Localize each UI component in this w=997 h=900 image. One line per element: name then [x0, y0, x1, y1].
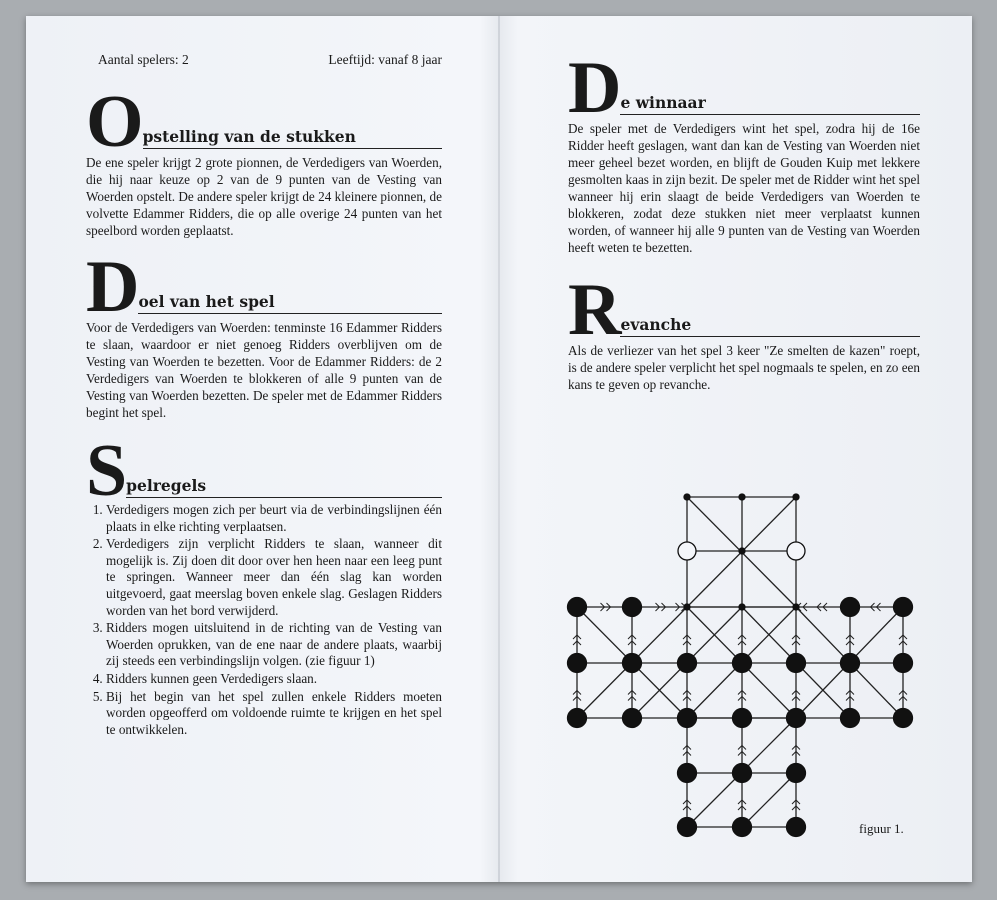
section-doel — [86, 246, 442, 421]
meta-line — [98, 52, 442, 68]
board-point — [623, 598, 642, 617]
rule-item: 2. Verdedigers zijn verplicht Ridders te slaan, wanneer dit mogelijk is. Zij doen dit door over hen heen naar een leeg punt te springen. Wanneer meer dan één slag kan worden uitgevoerd, gaat meerslag boven enkele slag. Geslagen Ridders worden van het bord verwijderd. — [106, 536, 442, 619]
board-point — [684, 604, 690, 610]
board-point — [678, 654, 697, 673]
board-point — [841, 654, 860, 673]
board-point — [787, 818, 806, 837]
board-point — [793, 494, 799, 500]
rule-item: 3. Ridders mogen uitsluitend in de richting van de Vesting van Woerden oprukken, van de ene naar de andere plaats, waarbij zij steeds een verbindingslijn volgen. (zie figuur 1) — [106, 620, 442, 670]
rule-item: 1. Verdedigers mogen zich per beurt via de verbindingslijnen één plaats in elke richting verplaatsen. — [106, 502, 442, 535]
drop-initial: S — [86, 430, 126, 512]
rules-list — [86, 502, 442, 738]
board-point — [739, 548, 745, 554]
board-point — [678, 542, 696, 560]
board-line — [742, 773, 796, 827]
board-point — [568, 654, 587, 673]
section-text: De ene speler krijgt 2 grote pionnen, de Verdedigers van Woerden, die hij naar keuze op 2 van de 9 punten van de Vesting van Woerden opstelt. De andere speler krijgt de 24 kleinere pionnen, de volvette Edammer Ridders, die op alle overige 24 punten van het speelbord worden geplaatst. — [86, 155, 442, 238]
rule-item: 5. Bij het begin van het spel zullen enkele Ridders moeten worden opgeofferd om voldoende ruimte te krijgen en het spel te ontwikkelen. — [106, 689, 442, 739]
figure-caption: figuur 1. — [859, 821, 904, 836]
game-board-figure — [560, 488, 920, 843]
right-page — [568, 47, 920, 393]
age-range: Leeftijd: vanaf 8 jaar — [328, 52, 442, 67]
board-point — [678, 764, 697, 783]
board-point — [739, 494, 745, 500]
section-revanche — [568, 269, 920, 393]
board-point — [623, 709, 642, 728]
section-opstelling — [86, 81, 442, 239]
board-point — [684, 494, 690, 500]
board-point — [568, 709, 587, 728]
board-point — [733, 818, 752, 837]
board-point — [787, 764, 806, 783]
section-title: evanche — [620, 315, 920, 337]
section-text: Als de verliezer van het spel 3 keer "Ze smelten de kazen" roept, is de andere speler verplicht het spel nogmaals te spelen, en zo een kans te geven op revanche. — [568, 343, 920, 392]
left-page — [86, 52, 442, 739]
section-spelregels — [86, 430, 442, 738]
board-points — [568, 494, 913, 837]
board-point — [841, 709, 860, 728]
drop-initial: D — [86, 246, 138, 328]
rule-item: 4. Ridders kunnen geen Verdedigers slaan. — [106, 671, 442, 688]
board-point — [787, 654, 806, 673]
board-point — [894, 598, 913, 617]
board-point — [787, 542, 805, 560]
section-text: Voor de Verdedigers van Woerden: tenminste 16 Edammer Ridders te slaan, waardoor er niet genoeg Ridders overblijven om de Vesting van Woerden te bezetten. Voor de Edammer Ridders: de 2 Verdedigers van Woerden te blokkeren of alle 9 punten van de Vesting van Woerden bezetten. De speler met de Edammer Ridders begint het spel. — [86, 320, 442, 420]
board-point — [733, 709, 752, 728]
drop-initial: D — [568, 47, 620, 129]
drop-initial: O — [86, 81, 142, 163]
section-title: pstelling van de stukken — [143, 127, 442, 149]
section-winnaar — [568, 47, 920, 256]
board-point — [678, 709, 697, 728]
board-point — [739, 604, 745, 610]
board-point — [733, 764, 752, 783]
center-fold — [498, 16, 500, 882]
board-point — [623, 654, 642, 673]
board-point — [568, 598, 587, 617]
section-title: pelregels — [126, 476, 442, 498]
board-point — [894, 709, 913, 728]
board-point — [894, 654, 913, 673]
board-point — [733, 654, 752, 673]
section-text: De speler met de Verdedigers wint het spel, zodra hij de 16e Ridder heeft geslagen, want dan kan de Vesting van Woerden niet meer geheel bezet worden, en blijft de Gouden Kuip met lekkere gesmolten kaas in zijn bezit. De speler met de Ridder wint het spel wanneer hij erin slaagt de beide Verdedigers van Woerden te blokkeren, zodat deze stukken niet meer verplaatst kunnen worden, of wanneer hij alle 9 punten van de Vesting van Woerden heeft weten te bezetten. — [568, 121, 920, 255]
board-point — [841, 598, 860, 617]
board-point — [678, 818, 697, 837]
section-title: oel van het spel — [138, 292, 442, 314]
player-count: Aantal spelers: 2 — [98, 52, 189, 67]
board-point — [787, 709, 806, 728]
board-point — [793, 604, 799, 610]
section-title: e winnaar — [620, 93, 920, 115]
drop-initial: R — [568, 269, 620, 351]
